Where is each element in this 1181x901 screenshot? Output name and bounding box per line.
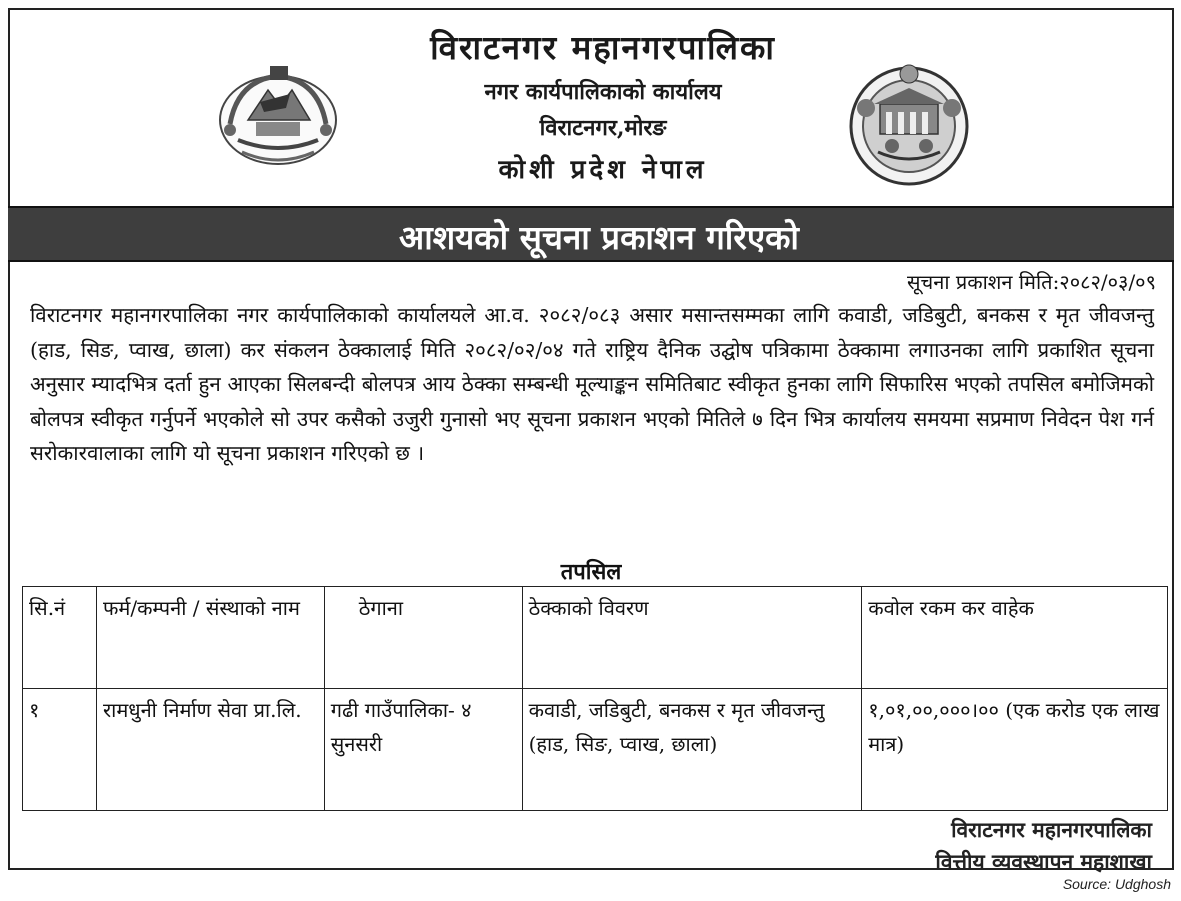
source-credit: Source: Udghosh bbox=[1062, 876, 1171, 892]
banner-title: आशयको सूचना प्रकाशन गरिएको bbox=[399, 218, 799, 257]
signatory-municipality: विराटनगर महानगरपालिका bbox=[951, 818, 1152, 842]
municipality-name: विराटनगर महानगरपालिका bbox=[430, 28, 776, 67]
header-bid-amount: कवोल रकम कर वाहेक bbox=[862, 587, 1168, 689]
province-country: कोशी प्रदेश नेपाल bbox=[498, 155, 708, 185]
schedule-title: तपसिल bbox=[560, 559, 622, 585]
cell-firm-name: रामधुनी निर्माण सेवा प्रा.लि. bbox=[96, 689, 324, 811]
header-address: ठेगाना bbox=[324, 587, 522, 689]
notice-body: विराटनगर महानगरपालिका नगर कार्यपालिकाको कार्यालयले आ.व. २०८२/०८३ असार मसान्तसम्मका लागि कवाडी, जडिबुटी, बनकस र मृत जीवजन्तु (हाड, सिङ, प्वाख, छाला) कर संकलन ठेक्कालाई मिति २०८२/०२/०४ गते राष्ट्रिय दैनिक उद्घोष पत्रिकामा ठेक्कामा लगाउनका लागि प्रकाशित सूचना अनुसार म्यादभित्र दर्ता हुन आएका सिलबन्दी बोलपत्र आय ठेक्का सम्बन्धी मूल्याङ्कन समितिबाट स्वीकृत हुनका लागि सिफारिस भएको तपसिल बमोजिमको बोलपत्र स्वीकृत गर्नुपर्ने भएकोले सो उपर कसैको उजुरी गुनासो भए सूचना प्रकाशन भएको मितिले ७ दिन भित्र कार्यालय समयमा सप्रमाण निवेदन पेश गर्न सरोकारवालाका लागि यो सूचना प्रकाशन गरिएको छ । bbox=[30, 303, 1154, 465]
cell-serial: १ bbox=[23, 689, 97, 811]
notice-frame bbox=[8, 8, 1174, 874]
cell-address: गढी गाउँपालिका- ४ सुनसरी bbox=[324, 689, 522, 811]
publication-date: सूचना प्रकाशन मिति:२०८२/०३/०९ bbox=[907, 270, 1156, 294]
biratnagar-seal-icon bbox=[844, 60, 974, 188]
office-name: नगर कार्यपालिकाको कार्यालय bbox=[484, 79, 722, 105]
cell-bid-amount: १,०१,००,०००।०० (एक करोड एक लाख मात्र) bbox=[862, 689, 1168, 811]
table-row bbox=[23, 689, 1168, 811]
notice-banner bbox=[8, 206, 1174, 262]
header-firm-name: फर्म/कम्पनी / संस्थाको नाम bbox=[96, 587, 324, 689]
notice-header bbox=[10, 10, 1172, 206]
office-address: विराटनगर,मोरङ bbox=[539, 115, 667, 141]
schedule-table bbox=[22, 586, 1168, 811]
header-serial: सि.नं bbox=[23, 587, 97, 689]
signatory-division: वित्तीय व्यवस्थापन महाशाखा bbox=[935, 850, 1152, 874]
table-header-row bbox=[23, 587, 1168, 689]
cell-contract-details: कवाडी, जडिबुटी, बनकस र मृत जीवजन्तु (हाड, सिङ, प्वाख, छाला) bbox=[522, 689, 862, 811]
header-contract-details: ठेक्काको विवरण bbox=[522, 587, 862, 689]
